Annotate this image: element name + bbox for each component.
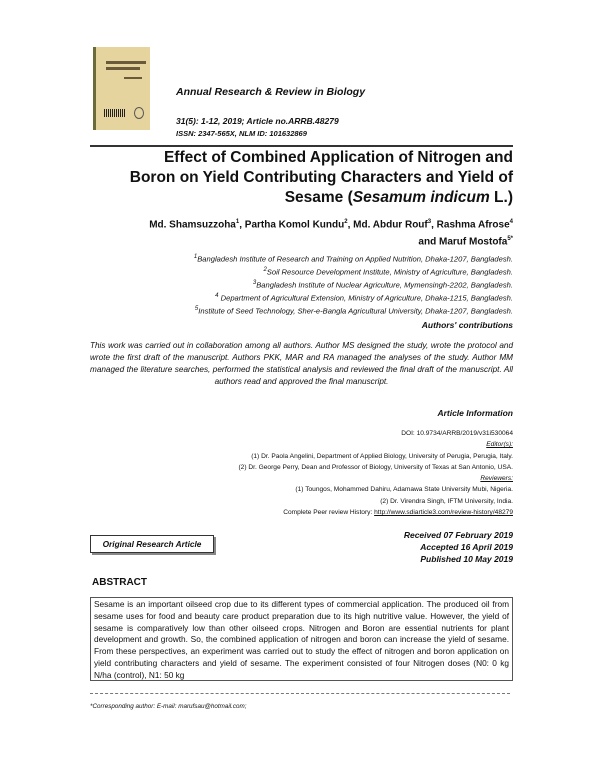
doi: DOI: 10.9734/ARRB/2019/v31i530064 <box>401 430 513 437</box>
reviewer: (2) Dr. Virendra Singh, IFTM University, India. <box>380 497 513 505</box>
title-line: Effect of Combined Application of Nitrogen and <box>163 149 513 166</box>
title-line: Sesame (Sesamum indicum L.) <box>284 189 513 206</box>
author-list: Md. Shamsuzzoha$^1$, Partha Komol Kundu$^2$, Md. Abdur Rouf$^3$, Rashma Afrose$^4$ and Maruf Mostofa$^{5*}$ <box>149 219 513 248</box>
accepted-date: Accepted 16 April 2019 <box>420 542 513 552</box>
editor: (2) Dr. George Perry, Dean and Professor of Biology, University of Texas at San Antonio, USA. <box>238 463 513 471</box>
editors-label: Editor(s): <box>486 441 513 449</box>
issn-info: ISSN: 2347-565X, NLM ID: 101632869 <box>176 129 307 138</box>
editor: (1) Dr. Paola Angelini, Department of Applied Biology, University of Perugia, Perugia, Italy. <box>251 452 513 460</box>
header-rule <box>90 145 513 147</box>
article-info-heading: Article Information <box>437 408 513 418</box>
article-type-badge: Original Research Article <box>90 535 214 553</box>
contributions-heading: Authors' contributions <box>421 320 513 330</box>
paper-title <box>90 148 513 208</box>
volume-info: 31(5): 1-12, 2019; Article no.ARRB.48279 <box>176 116 339 126</box>
footnote-divider <box>90 693 510 694</box>
abstract-text: Sesame is an important oilseed crop due to its different types of commercial application. The produced oil from sesame uses for food and beauty care product preparation due to its high nutritive value. However, the yield of sesame is comparatively low than other oilseed crops. Nitrogen and Boron are essential nutrients for plant development and growth. So, the combined application of nitrogen and boron can increase the yield of sesame. From these perspectives, an experiment was carried out to study the effect of nitrogen and boron application on yield contributing characters and yield of sesame. The experiment consisted of four Nitrogen doses (N0: 0 kg N/ha (control), N1: 50 kg <box>90 597 513 681</box>
received-date: Received 07 February 2019 <box>403 530 513 540</box>
review-history-link[interactable]: http://www.sdiarticle3.com/review-history/48279 <box>374 509 513 517</box>
published-date: Published 10 May 2019 <box>420 554 513 564</box>
title-line: Boron on Yield Contributing Characters and Yield of <box>129 169 513 186</box>
journal-name: Annual Research & Review in Biology <box>176 86 366 98</box>
journal-cover-image <box>93 47 150 130</box>
reviewer: (1) Toungos, Mohammed Dahiru, Adamawa State University Mubi, Nigeria. <box>295 486 513 494</box>
reviewers-label: Reviewers: <box>480 475 513 483</box>
affiliations: $^1$Bangladesh Institute of Research and Training on Applied Nutrition, Dhaka-1207, Bangladesh. $^2$Soil Resource Development Institute, Ministry of Agriculture, Bangladesh. $^3$Bangladesh Institute of Nuclear Agriculture, Mymensingh-2202, Bangladesh. $^4$ Department of Agricultural Extension, Ministry of Agriculture, Dhaka-1215, Bangladesh. $^5$Institute of Seed Technology, Sher-e-Bangla Agricultural University, Dhaka-1207, Bangladesh. <box>193 254 513 316</box>
contributions-text: This work was carried out in collaboration among all authors. Author MS designed the study, wrote the protocol and wrote the first draft of the manuscript. Authors PKK, MAR and RA managed the analyses of the study. Author MM managed the literature searches, performed the statistical analysis and reviewed the final draft of the manuscript. All authors read and approved the final manuscript. <box>90 341 513 386</box>
corresponding-author-footnote: *Corresponding author: E-mail: marufsau@hotmail.com; <box>90 703 247 710</box>
history-label: Complete Peer review History: <box>283 509 375 517</box>
publication-dates <box>300 529 513 565</box>
abstract-heading: ABSTRACT <box>92 577 147 588</box>
article-info <box>90 428 513 518</box>
